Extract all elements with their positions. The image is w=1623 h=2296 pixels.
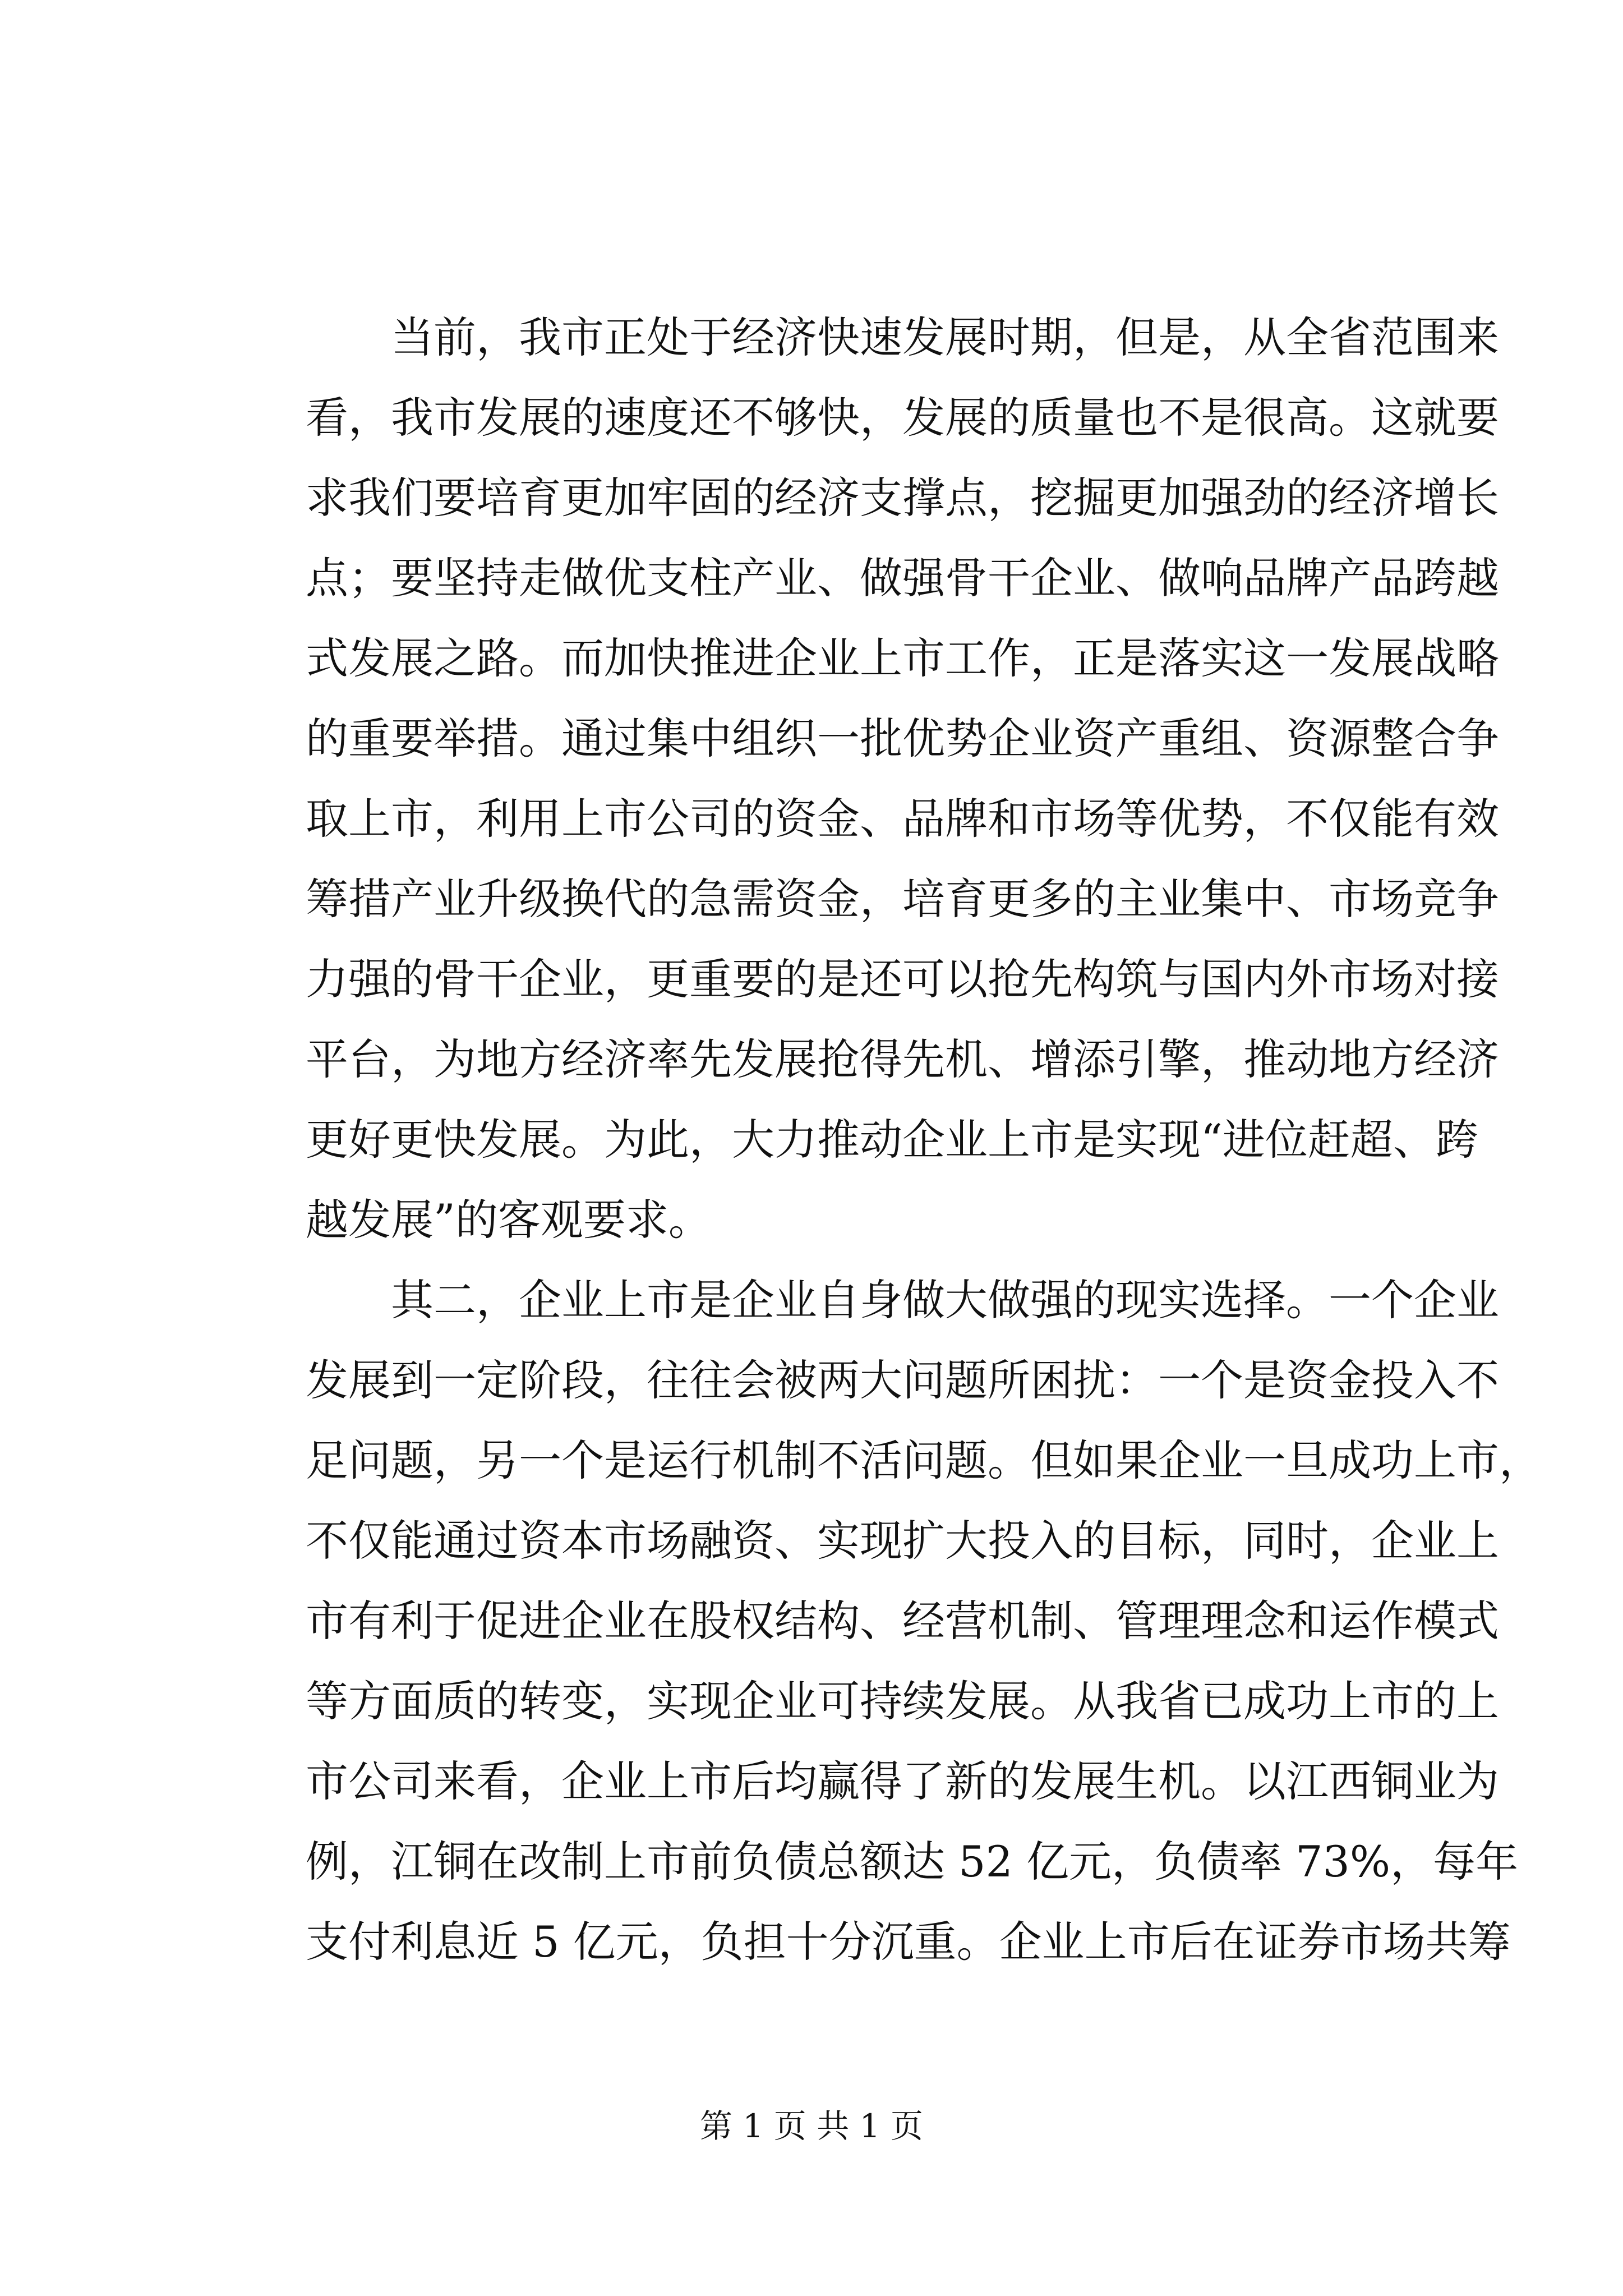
paragraph-line: 力强的骨干企业，更重要的是还可以抢先构筑与国内外市场对接: [306, 954, 1499, 1004]
paragraph-line: 例，江铜在改制上市前负债总额达 52 亿元，负债率 73%，每年: [306, 1837, 1519, 1887]
paragraph-line: 取上市，利用上市公司的资金、品牌和市场等优势，不仅能有效: [306, 794, 1499, 844]
paragraph-line: 更好更快发展。为此，大力推动企业上市是实现“进位赶超、跨: [306, 1115, 1478, 1165]
page-number-label: 第 1 页 共 1 页: [700, 2107, 923, 2145]
body-text: [306, 297, 1542, 1982]
paragraph-line: 其二，企业上市是企业自身做大做强的现实选择。一个企业: [391, 1275, 1499, 1325]
paragraph-line: 当前，我市正处于经济快速发展时期，但是，从全省范围来: [391, 312, 1499, 362]
paragraph-line: 足问题，另一个是运行机制不活问题。但如果企业一旦成功上市，: [306, 1435, 1542, 1485]
paragraph-line: 平台，为地方经济率先发展抢得先机、增添引擎，推动地方经济: [306, 1034, 1499, 1084]
paragraph-line: 的重要举措。通过集中组织一批优势企业资产重组、资源整合争: [306, 714, 1499, 763]
paragraph-line: 越发展”的客观要求。: [306, 1195, 711, 1245]
paragraph-line: 市公司来看，企业上市后均赢得了新的发展生机。以江西铜业为: [306, 1756, 1499, 1806]
paragraph-line: 式发展之路。而加快推进企业上市工作，正是落实这一发展战略: [306, 633, 1499, 683]
paragraph-1: [306, 297, 1499, 1260]
paragraph-line: 求我们要培育更加牢固的经济支撑点，挖掘更加强劲的经济增长: [306, 473, 1499, 523]
paragraph-line: 支付利息近 5 亿元，负担十分沉重。企业上市后在证券市场共筹: [306, 1917, 1511, 1967]
paragraph-line: 市有利于促进企业在股权结构、经营机制、管理理念和运作模式: [306, 1596, 1499, 1646]
paragraph-2: [306, 1260, 1542, 1982]
paragraph-line: 看，我市发展的速度还不够快，发展的质量也不是很高。这就要: [306, 393, 1499, 443]
page-footer: [0, 2106, 1623, 2146]
paragraph-line: 发展到一定阶段，往往会被两大问题所困扰：一个是资金投入不: [306, 1355, 1499, 1405]
paragraph-line: 筹措产业升级换代的急需资金，培育更多的主业集中、市场竞争: [306, 874, 1499, 924]
paragraph-line: 不仅能通过资本市场融资、实现扩大投入的目标，同时，企业上: [306, 1516, 1499, 1566]
paragraph-line: 点；要坚持走做优支柱产业、做强骨干企业、做响品牌产品跨越: [306, 553, 1499, 603]
paragraph-line: 等方面质的转变，实现企业可持续发展。从我省已成功上市的上: [306, 1676, 1499, 1726]
